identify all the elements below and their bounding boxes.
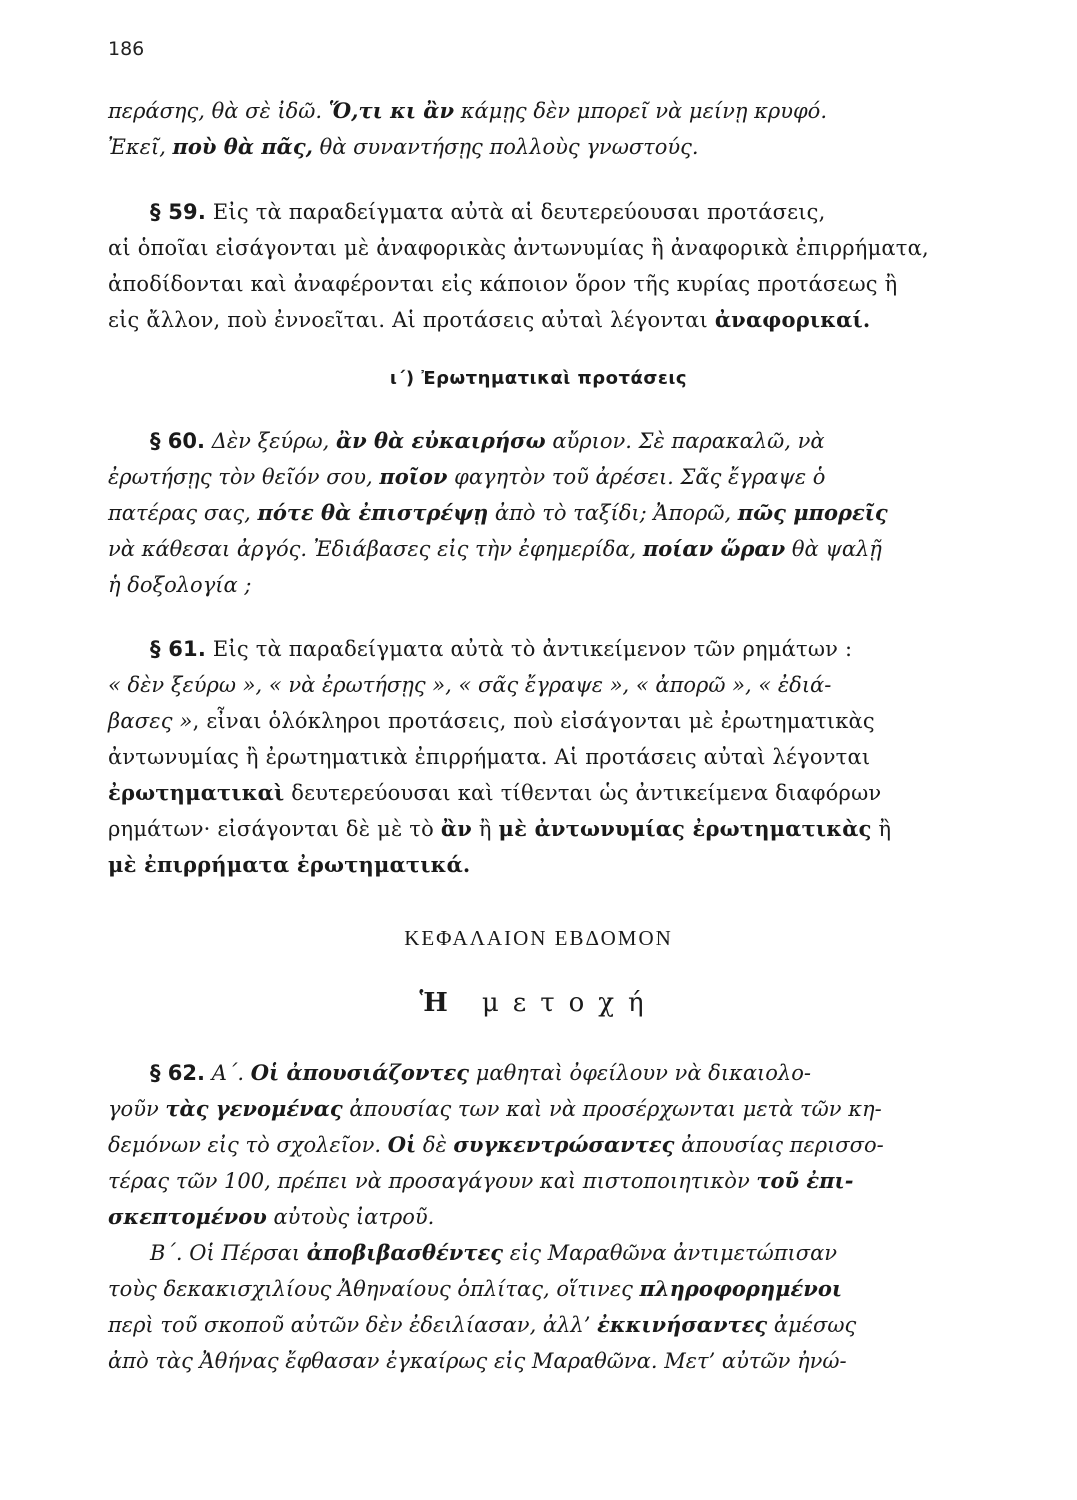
text-run: Ἐκεῖ, <box>108 135 173 159</box>
text-run: Δὲν ξεύρω, <box>205 429 336 453</box>
chapter-label: ΚΕΦΑΛΑΙΟΝ ΕΒΔΟΜΟΝ <box>404 926 673 950</box>
text-run: δευτερεύουσαι καὶ τίθενται ὡς ἀντικείμενα διαφόρων <box>284 781 882 805</box>
bold-phrase: πληροφορημένοι <box>639 1276 842 1301</box>
text-run: φαγητὸν τοῦ ἀρέσει. Σᾶς ἔγραψε ὁ <box>447 465 826 489</box>
text-run: ἀπουσίας των καὶ νὰ προσέρχωνται μετὰ τῶν κη- <box>342 1097 882 1121</box>
paragraph-62-line <box>108 1130 884 1160</box>
text-run: Β΄. Οἱ Πέρσαι <box>150 1241 307 1265</box>
text-run: Α΄. <box>205 1061 251 1085</box>
bold-phrase: πῶς μπορεῖς <box>737 500 888 525</box>
paragraph-62-line <box>108 1094 882 1124</box>
paragraph-62-line <box>108 1274 842 1304</box>
paragraph-60-line <box>108 462 825 492</box>
text-run: ἐρωτήσῃς τὸν θεῖόν σου, <box>108 465 380 489</box>
text-run: ἀντωνυμίας ἢ ἐρωτηματικὰ ἐπιρρήματα. Αἱ προτάσεις αὐταὶ λέγονται <box>108 745 871 769</box>
text-run: ἀπὸ τὰς Ἀθήνας ἔφθασαν ἐγκαίρως εἰς Μαραθῶνα. Μετ’ αὐτῶν ἠνώ- <box>108 1349 847 1373</box>
bold-phrase: ἂν θὰ εὐκαιρήσω <box>336 428 546 453</box>
paragraph-61-line <box>108 742 870 772</box>
text-run: ἀμέσως <box>767 1313 857 1337</box>
paragraph-62-line <box>108 1346 847 1376</box>
paragraph-62-line <box>150 1058 811 1088</box>
bold-phrase: σκεπτομένου <box>108 1204 267 1229</box>
paragraph-59-line <box>108 269 897 299</box>
page-number: 186 <box>108 38 145 60</box>
text-run: εἰς Μαραθῶνα ἀντιμετώπισαν <box>503 1241 838 1265</box>
text-run: αὔριον. Σὲ παρακαλῶ, νὰ <box>545 429 825 453</box>
text-run: δεμόνων εἰς τὸ σχολεῖον. <box>108 1133 388 1157</box>
section-number: § 62. <box>150 1061 206 1085</box>
bold-phrase: ποῖον <box>379 464 448 489</box>
text-run: ἡ δοξολογία ; <box>108 573 252 597</box>
bold-phrase: ποὺ θὰ πᾶς, <box>172 134 313 159</box>
paragraph-59-line <box>150 197 826 227</box>
section-number: § 60. <box>150 429 206 453</box>
section-number: § 59. <box>150 200 207 224</box>
text-run: , εἶναι ὁλόκληροι προτάσεις, ποὺ εἰσάγονται μὲ ἐρωτηματικὰς <box>192 709 875 733</box>
bold-phrase: Οἱ ἀπουσιάζοντες <box>250 1060 470 1085</box>
paragraph-61-line <box>150 634 852 664</box>
text-run: μαθηταὶ ὀφείλουν νὰ δικαιολο- <box>469 1061 811 1085</box>
text-run: ἢ <box>471 817 499 841</box>
paragraph-61-line <box>108 706 875 736</box>
bold-term: μὲ ἐπιρρήματα ἐρωτηματικά. <box>108 852 471 877</box>
text-run: ἀπουσίας περισσο- <box>674 1133 884 1157</box>
paragraph-61-line <box>108 670 831 700</box>
text-run: ἀποδίδονται καὶ ἀναφέρονται εἰς κάποιον ὅρον τῆς κυρίας προτάσεως ἢ <box>108 272 898 296</box>
text-run: περάσης, θὰ σὲ ἰδῶ. <box>108 99 329 123</box>
bold-phrase: ἐκκινήσαντες <box>597 1312 768 1337</box>
chapter-title-article: Ἡ <box>419 988 448 1018</box>
bold-term: μὲ ἀντωνυμίας ἐρωτηματικὰς <box>498 816 872 841</box>
paragraph-60-line <box>108 498 888 528</box>
paragraph-61-line <box>108 850 470 880</box>
bold-phrase: πότε θὰ ἐπιστρέψῃ <box>257 500 489 525</box>
text-run: ἀπὸ τὸ ταξίδι; Ἀπορῶ, <box>488 501 738 525</box>
text-run: Εἰς τὰ παραδείγματα αὐτὰ τὸ ἀντικείμενον τῶν ρημάτων : <box>212 637 853 661</box>
text-run: ἢ <box>871 817 892 841</box>
paragraph-62-line <box>108 1166 853 1196</box>
bold-term: ἀναφορικαί. <box>714 307 871 332</box>
text-run: θὰ συναντήσῃς πολλοὺς γνωστούς. <box>312 135 699 159</box>
paragraph-60-line <box>108 534 882 564</box>
paragraph-62-line <box>150 1238 837 1268</box>
paragraph-59-line <box>108 233 929 263</box>
text-line <box>108 132 699 162</box>
bold-phrase: τὰς γενομένας <box>165 1096 343 1121</box>
paragraph-61-line <box>108 814 891 844</box>
paragraph-62-line <box>108 1202 434 1232</box>
bold-phrase: συγκεντρώσαντες <box>453 1132 675 1157</box>
bold-phrase: ποίαν ὥραν <box>642 536 786 561</box>
text-line <box>108 96 968 126</box>
text-run: τέρας τῶν 100, πρέπει νὰ προσαγάγουν καὶ πιστοποιητικὸν <box>108 1169 757 1193</box>
text-run: γοῦν <box>108 1097 166 1121</box>
bold-term: ἂν <box>440 816 472 841</box>
section-subheading: ι΄) Ἐρωτηματικαὶ προτάσεις <box>389 368 688 389</box>
paragraph-60-line <box>150 426 825 456</box>
bold-phrase: Ὅ,τι κι ἂν <box>328 98 455 123</box>
paragraph-59-line <box>108 305 870 335</box>
text-run: πατέρας σας, <box>108 501 258 525</box>
text-run: περὶ τοῦ σκοποῦ αὐτῶν δὲν ἐδειλίασαν, ἀλλ’ <box>108 1313 598 1337</box>
text-run: Εἰς τὰ παραδείγματα αὐτὰ αἱ δευτερεύουσαι προτάσεις, <box>212 200 826 224</box>
text-run: εἰς ἄλλον, ποὺ ἐννοεῖται. Αἱ προτάσεις αὐταὶ λέγονται <box>108 308 715 332</box>
bold-phrase: Οἱ <box>387 1132 417 1157</box>
text-run: νὰ κάθεσαι ἀργός. Ἐδιάβασες εἰς τὴν ἐφημερίδα, <box>108 537 643 561</box>
bold-phrase: ἀποβιβασθέντες <box>306 1240 504 1265</box>
paragraph-61-line <box>108 778 881 808</box>
text-run: αἱ ὁποῖαι εἰσάγονται μὲ ἀναφορικὰς ἀντωνυμίας ἢ ἀναφορικὰ ἐπιρρήματα, <box>108 236 929 260</box>
chapter-title-word: μετοχή <box>481 988 658 1018</box>
paragraph-62-line <box>108 1310 856 1340</box>
paragraph-60-line <box>108 570 251 600</box>
text-run: θὰ ψαλῇ <box>785 537 882 561</box>
text-run: βασες » <box>108 709 193 733</box>
text-run: ρημάτων· εἰσάγονται δὲ μὲ τὸ <box>108 817 441 841</box>
text-run: « δὲν ξεύρω », « νὰ ἐρωτήσῃς », « σᾶς ἔγραψε », « ἀπορῶ », « ἐδιά- <box>108 673 832 697</box>
section-number: § 61. <box>150 637 207 661</box>
text-run: αὐτοὺς ἰατροῦ. <box>266 1205 435 1229</box>
text-run: τοὺς δεκακισχιλίους Ἀθηναίους ὁπλίτας, οἵτινες <box>108 1277 640 1301</box>
text-run: κάμῃς δὲν μπορεῖ νὰ μείνῃ κρυφό. <box>454 99 827 123</box>
bold-phrase: τοῦ ἐπι- <box>756 1168 854 1193</box>
text-run: δὲ <box>416 1133 454 1157</box>
chapter-title <box>0 988 1077 1018</box>
bold-term: ἐρωτηματικαὶ <box>108 780 285 805</box>
